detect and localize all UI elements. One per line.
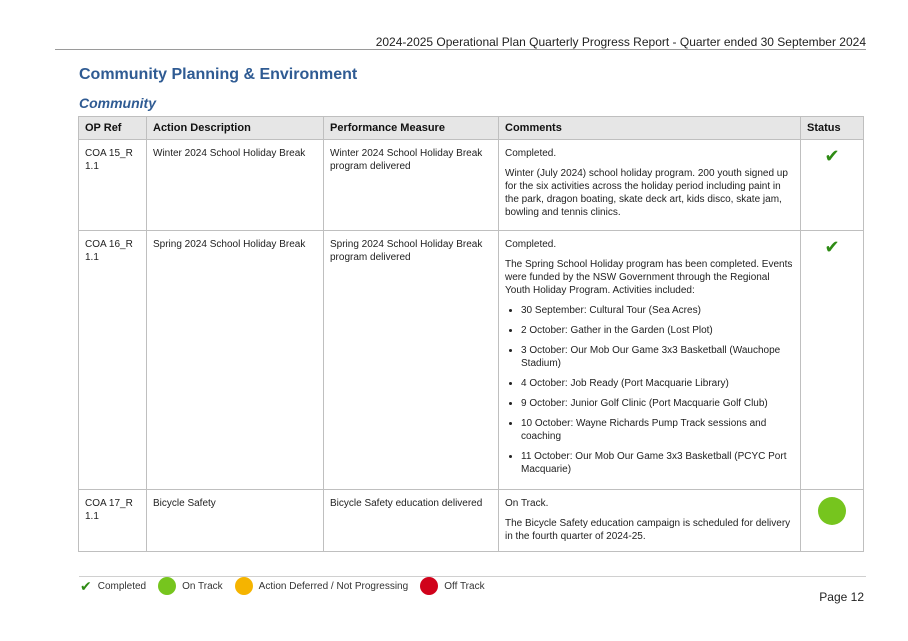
status-cell [801,490,864,552]
check-icon: ✔ [824,146,840,166]
legend-on-track [158,577,223,595]
op-ref-cell: COA 17_R 1.1 [79,490,147,552]
section-title: Community Planning & Environment [79,66,358,83]
status-cell [801,140,864,231]
table-header-row [79,117,864,140]
header-action-description: Action Description [147,117,324,140]
header-performance-measure: Performance Measure [324,117,499,140]
comment-body: Winter (July 2024) school holiday program. 200 youth signed up for the six activities across the holiday period including paint in the park, dragon boating, skate deck art, kids disco, skate jam, bowling and tennis clinics. [505,168,788,218]
list-item: • 3 October: Our Mob Our Game 3x3 Basketball (Wauchope Stadium) [521,344,794,370]
action-cell: Winter 2024 School Holiday Break [147,140,324,231]
comment-body: The Bicycle Safety education campaign is scheduled for delivery in the fourth quarter of 2024-25. [505,518,791,542]
legend-label: Off Track [444,580,485,592]
legend-label: On Track [182,580,223,592]
table-row [79,490,864,552]
green-circle-icon [818,497,846,525]
check-icon: ✔ [824,237,840,257]
legend-deferred [235,577,409,595]
check-icon: ✔ [80,577,92,594]
measure-cell: Bicycle Safety education delivered [324,490,499,552]
list-item: • 2 October: Gather in the Garden (Lost Plot) [521,324,794,337]
comment-body: The Spring School Holiday program has been completed. Events were funded by the NSW Government through the Regional Youth Holiday Program. Activities included: [505,259,793,296]
subsection-title: Community [79,95,156,111]
legend-off-track [420,577,484,595]
measure-cell: Winter 2024 School Holiday Break program delivered [324,140,499,231]
header-status: Status [801,117,864,140]
header-comments: Comments [499,117,801,140]
measure-cell: Spring 2024 School Holiday Break program delivered [324,231,499,490]
header-op-ref: OP Ref [79,117,147,140]
list-item: • 9 October: Junior Golf Clinic (Port Macquarie Golf Club) [521,397,794,410]
legend-label: Action Deferred / Not Progressing [258,580,409,592]
green-circle-icon [158,577,176,595]
red-circle-icon [420,577,438,595]
status-cell [801,231,864,490]
amber-circle-icon [235,577,253,595]
action-cell: Bicycle Safety [147,490,324,552]
table-row [79,231,864,490]
report-header: 2024-2025 Operational Plan Quarterly Progress Report - Quarter ended 30 September 2024 [375,35,866,49]
comments-cell [499,490,801,552]
table-row [79,140,864,231]
comments-cell [499,231,801,490]
comment-status: On Track. [505,498,549,509]
action-cell: Spring 2024 School Holiday Break [147,231,324,490]
op-ref-cell: COA 16_R 1.1 [79,231,147,490]
comment-status: Completed. [505,239,557,250]
list-item: • 4 October: Job Ready (Port Macquarie Library) [521,377,794,390]
list-item: • 30 September: Cultural Tour (Sea Acres) [521,304,794,317]
progress-table [78,116,864,552]
list-item: • 10 October: Wayne Richards Pump Track sessions and coaching [521,417,794,443]
legend-label: Completed [97,580,147,592]
header-divider [55,49,866,50]
status-legend [80,577,497,595]
list-item: • 11 October: Our Mob Our Game 3x3 Basketball (PCYC Port Macquarie) [521,450,794,476]
op-ref-cell: COA 15_R 1.1 [79,140,147,231]
legend-completed [80,578,146,595]
page-number: Page 12 [819,590,864,604]
activity-list [505,304,794,476]
comment-status: Completed. [505,148,557,159]
comments-cell [499,140,801,231]
